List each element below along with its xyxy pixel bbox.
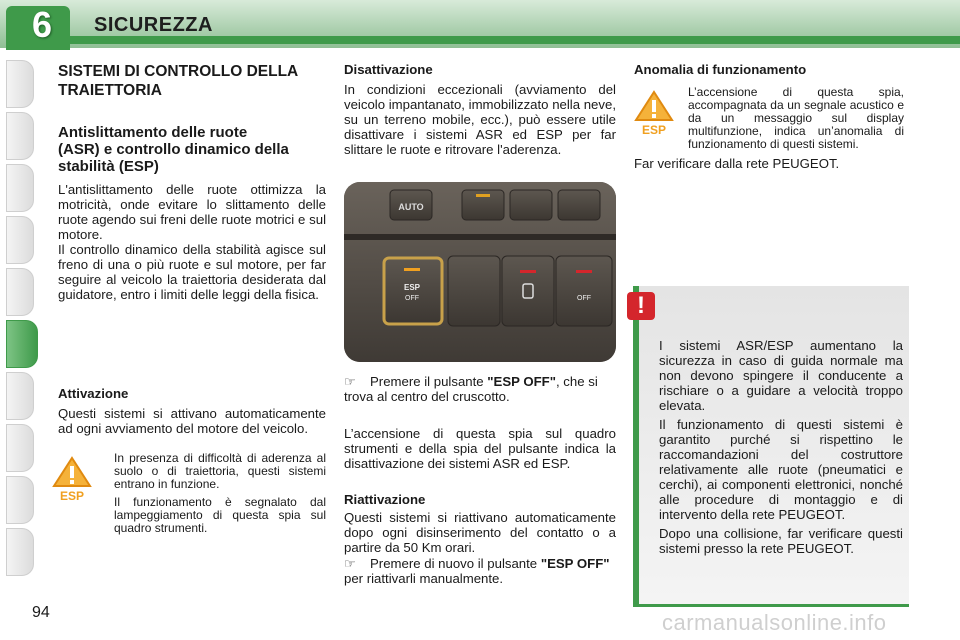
anomalia-text: L’accensione di questa spia, accompagnata da un segnale acustico e da un messaggio sul display multifunzione, indica un’anomalia di funzionamento di questi sistemi.	[688, 85, 904, 151]
side-tab[interactable]	[6, 268, 34, 316]
bullet-text: Premere il pulsante	[370, 374, 488, 389]
anomalia-heading: Anomalia di funzionamento	[634, 62, 807, 77]
page-number: 94	[32, 604, 50, 621]
note-paragraph-2: Il funzionamento di questi sistemi è garantito purché si rispettino le raccomandazioni del costruttore relativamente alle ruote (pneumatici e cerchi), ai componenti elettronici, nonché alle procedure di montaggio e di intervento della rete PEUGEOT.	[659, 417, 903, 522]
subheading	[58, 124, 333, 175]
bullet-press-esp-off	[344, 374, 616, 404]
side-tab[interactable]	[6, 112, 34, 160]
alarm-off-label: OFF	[577, 295, 591, 302]
side-tab[interactable]	[6, 476, 34, 524]
esp-warning-icon	[634, 90, 674, 136]
side-tab-active[interactable]	[6, 320, 38, 368]
attivazione-heading: Attivazione	[58, 386, 129, 401]
side-tab[interactable]	[6, 528, 34, 576]
main-heading-line: SISTEMI DI CONTROLLO DELLA	[58, 63, 299, 80]
bullet-text: Premere di nuovo il pulsante	[370, 556, 541, 571]
bullet-bold: "ESP OFF"	[487, 374, 556, 389]
warn-text-2: Il funzionamento è segnalato dal lampeggiamento di questa spia sul quadro strumenti.	[114, 495, 326, 535]
riattivazione-text: Questi sistemi si riattivano automaticamente dopo ogni disinserimento del contatto o a partire da 50 Km orari.	[344, 510, 616, 555]
attivazione-text: Questi sistemi si attivano automaticamente ad ogni avviamento del motore del veicolo.	[58, 406, 326, 436]
disattivazione-heading: Disattivazione	[344, 62, 433, 77]
note-box	[633, 286, 909, 607]
chapter-number: 6	[31, 4, 53, 45]
bullet-bold: "ESP OFF"	[540, 556, 610, 571]
main-heading-line: TRAIETTORIA	[58, 82, 162, 99]
subheading-line: stabilità (ESP)	[58, 158, 159, 175]
riattivazione-heading: Riattivazione	[344, 492, 426, 507]
auto-label: AUTO	[398, 202, 424, 212]
bullet-hand-icon: ☞	[344, 374, 356, 389]
dashboard-photo	[344, 182, 616, 362]
esp-label: ESP	[59, 489, 85, 502]
bullet-hand-icon: ☞	[344, 556, 356, 571]
subheading-line: Antislittamento delle ruote	[58, 124, 248, 141]
header-band	[70, 36, 960, 44]
verifica-text: Far verificare dalla rete PEUGEOT.	[634, 156, 840, 171]
off-button-label: OFF	[405, 295, 419, 302]
note-content	[659, 338, 903, 560]
side-tab[interactable]	[6, 60, 34, 108]
side-tab[interactable]	[6, 164, 34, 212]
dashboard-illustration	[344, 182, 616, 362]
paragraph-esp: Il controllo dinamico della stabilità agisce sul freno di una o più ruote e sul motore, per far seguire al veicolo la traiettoria desiderata dal guidatore, entro i limiti delle leggi della fisica.	[58, 242, 326, 302]
side-tab[interactable]	[6, 372, 34, 420]
disattivazione-text: In condizioni eccezionali (avviamento del veicolo impantanato, immobilizzato nella neve, su un terreno mobile, ecc.), può essere utile disattivare i sistemi ASR ed ESP per far slittare le ruote e ritrovare l'aderenza.	[344, 82, 616, 157]
esp-button-label: ESP	[403, 283, 421, 292]
chapter-side-tabs	[0, 60, 40, 580]
bullet-press-again	[344, 556, 616, 586]
note-paragraph-1: I sistemi ASR/ESP aumentano la sicurezza in caso di guida normale ma non devono spingere il conducente a rischiare o a guidare a velocità troppo elevata.	[659, 338, 903, 413]
exclamation-icon: !	[627, 292, 655, 320]
section-title: SICUREZZA	[94, 14, 213, 36]
bullet-text: , che si trova al centro del cruscotto.	[344, 374, 598, 404]
paragraph-asr: L'antislittamento delle ruote ottimizza la motricità, onde evitare lo slittamento delle ruote agendo sui freni delle ruote motrici e sul motore.	[58, 182, 326, 242]
watermark: carmanualsonline.info	[662, 610, 887, 635]
spia-text: L’accensione di questa spia sul quadro strumenti e della spia del pulsante indica la disattivazione dei sistemi ASR ed ESP.	[344, 426, 616, 471]
subheading-line: (ASR) e controllo dinamico della	[58, 141, 289, 158]
esp-label: ESP	[641, 123, 667, 136]
side-tab[interactable]	[6, 216, 34, 264]
warn-text-1: In presenza di difficoltà di aderenza al suolo o di traiettoria, questi sistemi entrano in funzione.	[114, 451, 326, 491]
bullet-text: per riattivarli manualmente.	[344, 571, 504, 586]
main-heading	[58, 62, 333, 100]
note-paragraph-3: Dopo una collisione, far verificare questi sistemi presso la rete PEUGEOT.	[659, 526, 903, 556]
esp-warning-icon	[52, 456, 92, 502]
side-tab[interactable]	[6, 424, 34, 472]
